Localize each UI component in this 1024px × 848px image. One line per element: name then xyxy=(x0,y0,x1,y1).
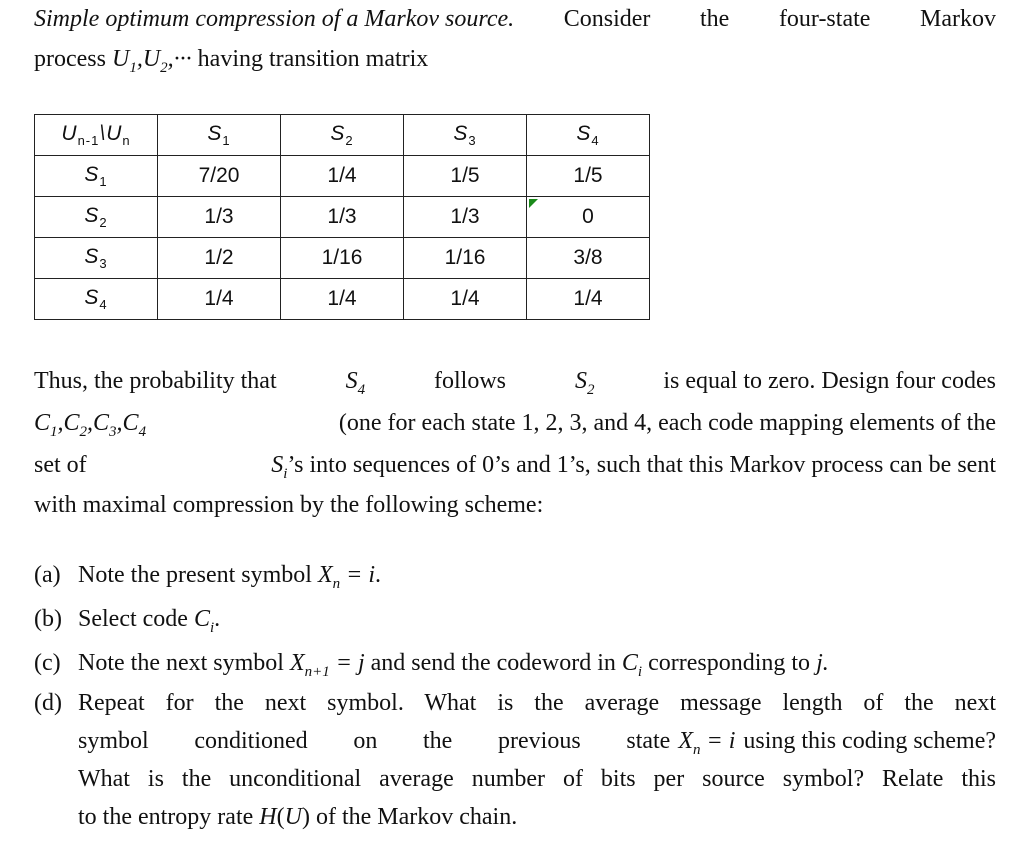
column-header-s1: $S_1$ xyxy=(158,115,281,156)
step-d-line-3: What is the unconditional average number of bits per source symbol? Relate this xyxy=(78,766,996,792)
table-row xyxy=(35,238,650,279)
table-cell: 1/4 xyxy=(404,279,527,320)
step-d-line-4: to the entropy rate H(U) of the Markov chain. xyxy=(78,804,518,830)
table-cell: 7/20 xyxy=(158,156,281,197)
table-cell: 1/2 xyxy=(158,238,281,279)
row-header-s3: $S_3$ xyxy=(35,238,158,279)
step-c: (c) Note the next symbol $X_{n+1} = j$ and send the codeword in $C_i$ corresponding to j. xyxy=(34,650,829,680)
table-row xyxy=(35,197,650,238)
column-header-s4: $S_4$ xyxy=(527,115,650,156)
step-b: (b) Select code $C_i$. xyxy=(34,606,221,636)
table-header-row xyxy=(35,115,650,156)
process-symbols: $U_1,U_2,\cdot\cdot\cdot$ xyxy=(111,46,192,76)
row-header-s2: $S_2$ xyxy=(35,197,158,238)
transition-matrix-table xyxy=(34,114,650,320)
intro-line-2: process $U_1,U_2,\cdot\cdot\cdot$ having transition matrix xyxy=(34,46,429,76)
table-cell: 1/16 xyxy=(404,238,527,279)
problem-title: Simple optimum compression of a Markov source. xyxy=(34,6,515,32)
intro-word: four-state xyxy=(778,6,871,32)
step-a: (a) Note the present symbol $X_n = i$. xyxy=(34,562,381,592)
table-corner-cell: $U_{n-1}\backslash U_n$ xyxy=(35,115,158,156)
body-line-2: $C_1,C_2,C_3,C_4$ (one for each state 1, 2, 3, and 4, each code mapping elements of the xyxy=(34,410,996,440)
table-cell: 1/3 xyxy=(158,197,281,238)
table-cell: 3/8 xyxy=(527,238,650,279)
intro-word: the xyxy=(700,6,730,32)
table-cell: 1/4 xyxy=(158,279,281,320)
intro-line-1 xyxy=(34,6,996,33)
intro-word: Consider xyxy=(563,6,651,32)
table-cell: 0 xyxy=(527,197,650,238)
body-line-4: with maximal compression by the following scheme: xyxy=(34,492,544,518)
row-header-s1: $S_1$ xyxy=(35,156,158,197)
table-cell: 1/4 xyxy=(281,156,404,197)
intro-word: Markov xyxy=(920,6,996,32)
table-cell: 1/5 xyxy=(527,156,650,197)
table-cell: 1/5 xyxy=(404,156,527,197)
column-header-s3: $S_3$ xyxy=(404,115,527,156)
table-cell: 1/4 xyxy=(527,279,650,320)
body-line-1: Thus, the probability that $S_4$ follows $S_2$ is equal to zero. Design four codes xyxy=(34,368,996,398)
column-header-s2: $S_2$ xyxy=(281,115,404,156)
comment-marker-icon xyxy=(529,199,538,208)
table-row xyxy=(35,279,650,320)
table-cell: 1/3 xyxy=(404,197,527,238)
table-cell: 1/16 xyxy=(281,238,404,279)
table-cell: 1/4 xyxy=(281,279,404,320)
step-d-line-1: (d) Repeat for the next symbol. What is the average message length of the next xyxy=(34,690,996,716)
table-cell: 1/3 xyxy=(281,197,404,238)
body-line-3: set of $S_i’s$ into sequences of 0’s and 1’s, such that this Markov process can be sent xyxy=(34,452,996,482)
row-header-s4: $S_4$ xyxy=(35,279,158,320)
step-d-line-2: symbol conditioned on the previous state $X_n = i$ using this coding scheme? xyxy=(78,728,996,758)
table-row xyxy=(35,156,650,197)
